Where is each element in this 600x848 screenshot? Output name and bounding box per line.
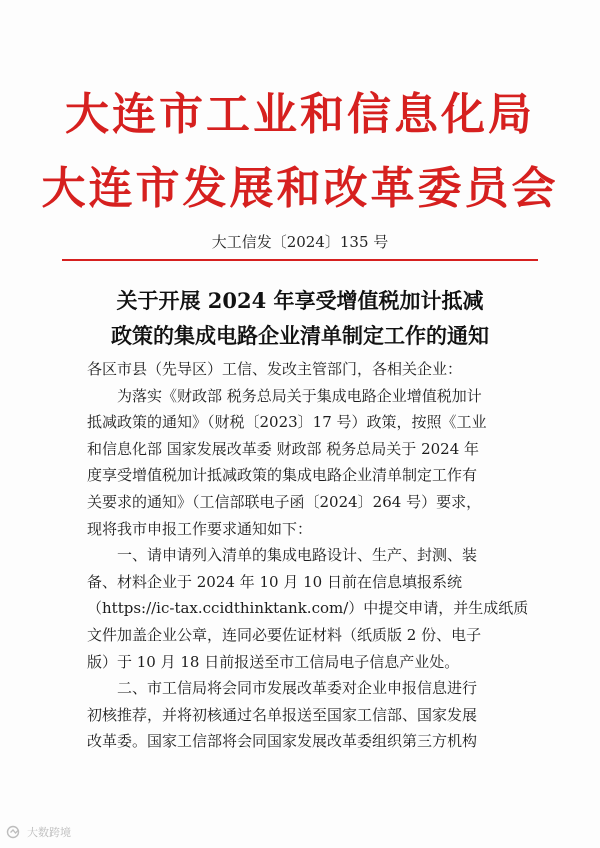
document-number: 大工信发〔2024〕135 号 xyxy=(211,233,389,251)
body-line: 初核推荐，并将初核通过名单报送至国家工信部、国家发展 xyxy=(87,705,478,724)
watermark xyxy=(6,824,71,840)
body-line: 和信息化部 国家发展改革委 财政部 税务总局关于 2024 年 xyxy=(87,439,480,458)
body-line: 现将我市申报工作要求通知如下： xyxy=(87,519,313,538)
watermark-logo-icon xyxy=(6,825,24,839)
watermark-text: 大数跨境 xyxy=(27,826,71,839)
notice-title-line-1: 关于开展 2024 年享受增值税加计抵减 xyxy=(116,288,484,313)
body-line: （https://ic-tax.ccidthinktank.com/）中提交申请，并生成纸质 xyxy=(87,599,529,618)
body-line: 二、市工信局将会同市发展改革委对企业申报信息进行 xyxy=(117,679,478,698)
body-line: 为落实《财政部 税务总局关于集成电路企业增值税加计 xyxy=(117,386,482,405)
body-line: 版）于 10 月 18 日前报送至市工信局电子信息产业处。 xyxy=(87,652,460,671)
notice-body xyxy=(87,356,527,755)
body-line: 度享受增值税加计抵减政策的集成电路企业清单制定工作有 xyxy=(87,466,478,485)
issuing-agency-1: 大连市工业和信息化局 xyxy=(65,89,535,140)
salutation-line: 各区市县（先导区）工信、发改主管部门，各相关企业： xyxy=(87,360,463,378)
notice-title-line-2: 政策的集成电路企业清单制定工作的通知 xyxy=(111,323,489,348)
body-line: 抵减政策的通知》（财税〔2023〕17 号）政策，按照《工业 xyxy=(87,413,487,432)
body-line: 改革委。国家工信部将会同国家发展改革委组织第三方机构 xyxy=(87,732,478,751)
issuing-agency-2: 大连市发展和改革委员会 xyxy=(41,163,559,214)
body-line: 备、材料企业于 2024 年 10 月 10 日前在信息填报系统 xyxy=(87,572,462,591)
body-line: 一、请申请列入清单的集成电路设计、生产、封测、装 xyxy=(117,546,478,565)
red-divider xyxy=(62,259,538,261)
body-line: 关要求的通知》（工信部联电子函〔2024〕264 号）要求， xyxy=(87,492,482,511)
body-line: 文件加盖企业公章，连同必要佐证材料（纸质版 2 份、电子 xyxy=(87,625,482,644)
